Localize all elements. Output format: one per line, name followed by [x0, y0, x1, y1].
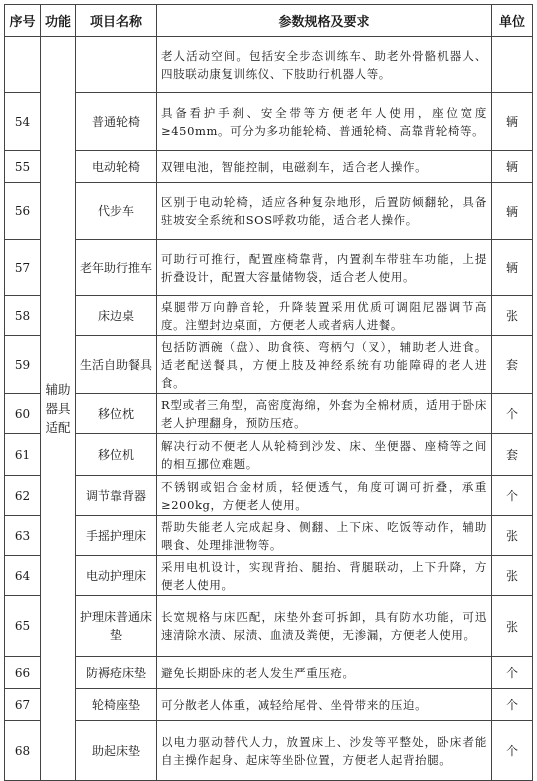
row-item-name: 护理床普通床垫	[76, 596, 157, 657]
row-spec: 具备看护手刹、安全带等方便老年人使用，座位宽度≥450mm。可分为多功能轮椅、普通轮椅、高靠背轮椅等。	[157, 93, 492, 151]
table-row	[5, 151, 533, 183]
function-group-cell	[41, 37, 76, 781]
row-seq: 62	[5, 476, 41, 516]
row-seq: 59	[5, 336, 41, 394]
table-header-row	[5, 5, 533, 37]
row-unit: 张	[492, 596, 533, 657]
row-item-name: 手摇护理床	[76, 516, 157, 556]
row-spec: 以电力驱动替代人力，放置床上、沙发等平整处，卧床者能自主操作起身、起床等坐卧位置，方便老人起背抬腿。	[157, 721, 492, 781]
row-unit: 辆	[492, 183, 533, 240]
table-row	[5, 37, 533, 93]
row-seq: 56	[5, 183, 41, 240]
table-row	[5, 516, 533, 556]
row-item-name: 移位机	[76, 434, 157, 476]
row-unit: 个	[492, 657, 533, 689]
table-row	[5, 434, 533, 476]
row-spec: 可分散老人体重，减轻给尾骨、坐骨带来的压迫。	[157, 689, 492, 721]
row-unit: 张	[492, 296, 533, 336]
row-spec: 帮助失能老人完成起身、侧翻、上下床、吃饭等动作，辅助喂食、处理排泄物等。	[157, 516, 492, 556]
table-row	[5, 394, 533, 434]
row-item-name: 调节靠背器	[76, 476, 157, 516]
row-spec: 桌腿带万向静音轮，升降装置采用优质可调阻尼器调节高度。注塑封边桌面，方便老人或者病人进餐。	[157, 296, 492, 336]
table-row	[5, 296, 533, 336]
equipment-spec-table	[4, 4, 533, 781]
row-seq: 58	[5, 296, 41, 336]
row-unit: 个	[492, 689, 533, 721]
row-spec: 可助行可推行，配置座椅靠背，内置刹车带驻车功能，上提折叠设计，配置大容量储物袋，适合老人使用。	[157, 240, 492, 296]
header-function: 功能	[41, 5, 76, 37]
row-item-name: 移位枕	[76, 394, 157, 434]
table-row	[5, 596, 533, 657]
row-seq: 65	[5, 596, 41, 657]
row-unit: 套	[492, 434, 533, 476]
row-seq: 61	[5, 434, 41, 476]
row-unit: 张	[492, 556, 533, 596]
row-seq: 54	[5, 93, 41, 151]
row-seq: 55	[5, 151, 41, 183]
row-seq: 57	[5, 240, 41, 296]
row-spec: 不锈钢或铝合金材质，轻便透气，角度可调可折叠，承重≥200kg，方便老人使用。	[157, 476, 492, 516]
table-row	[5, 657, 533, 689]
row-unit: 个	[492, 721, 533, 781]
row-item-name: 代步车	[76, 183, 157, 240]
row-unit: 个	[492, 476, 533, 516]
table-row	[5, 476, 533, 516]
row-unit: 套	[492, 336, 533, 394]
row-seq: 66	[5, 657, 41, 689]
header-seq: 序号	[5, 5, 41, 37]
row-item-name: 生活自助餐具	[76, 336, 157, 394]
function-group-label: 辅助器具适配	[45, 382, 71, 435]
row-item-name: 老年助行推车	[76, 240, 157, 296]
row-unit: 辆	[492, 151, 533, 183]
table-row	[5, 240, 533, 296]
header-spec: 参数规格及要求	[157, 5, 492, 37]
row-spec: 老人活动空间。包括安全步态训练车、助老外骨骼机器人、四肢联动康复训练仪、下肢助行机器人等。	[157, 37, 492, 93]
row-seq: 64	[5, 556, 41, 596]
row-item-name: 轮椅座垫	[76, 689, 157, 721]
row-unit: 辆	[492, 240, 533, 296]
row-spec: 区别于电动轮椅，适应各种复杂地形，后置防倾翻轮，具备驻坡安全系统和SOS呼救功能，适合老人操作。	[157, 183, 492, 240]
table-row	[5, 689, 533, 721]
table-row	[5, 556, 533, 596]
table-row	[5, 721, 533, 781]
row-item-name: 普通轮椅	[76, 93, 157, 151]
row-spec: 双锂电池，智能控制，电磁刹车，适合老人操作。	[157, 151, 492, 183]
row-spec: 解决行动不便老人从轮椅到沙发、床、坐便器、座椅等之间的相互挪位难题。	[157, 434, 492, 476]
row-unit: 辆	[492, 93, 533, 151]
table-row	[5, 336, 533, 394]
row-item-name: 电动护理床	[76, 556, 157, 596]
row-spec: 采用电机设计，实现背抬、腿抬、背腿联动，上下升降，方便老人使用。	[157, 556, 492, 596]
row-item-name: 防褥疮床垫	[76, 657, 157, 689]
table-row	[5, 93, 533, 151]
row-item-name: 助起床垫	[76, 721, 157, 781]
table-row	[5, 183, 533, 240]
header-unit: 单位	[492, 5, 533, 37]
row-item-name	[76, 37, 157, 93]
row-unit: 个	[492, 394, 533, 434]
row-seq	[5, 37, 41, 93]
row-item-name: 电动轮椅	[76, 151, 157, 183]
row-seq: 68	[5, 721, 41, 781]
row-spec: R型或者三角型，高密度海绵，外套为全棉材质，适用于卧床老人护理翻身，预防压疮。	[157, 394, 492, 434]
row-spec: 包括防洒碗（盘）、助食筷、弯柄勺（叉），辅助老人进食。适老配送餐具，方便上肢及神经系统有功能障碍的老人进食。	[157, 336, 492, 394]
row-seq: 60	[5, 394, 41, 434]
row-seq: 67	[5, 689, 41, 721]
row-unit: 张	[492, 516, 533, 556]
header-item-name: 项目名称	[76, 5, 157, 37]
row-item-name: 床边桌	[76, 296, 157, 336]
row-spec: 长宽规格与床匹配，床垫外套可拆卸，具有防水功能，可迅速清除水渍、尿渍、血渍及粪便，无渗漏，方便老人使用。	[157, 596, 492, 657]
row-unit	[492, 37, 533, 93]
row-seq: 63	[5, 516, 41, 556]
row-spec: 避免长期卧床的老人发生严重压疮。	[157, 657, 492, 689]
